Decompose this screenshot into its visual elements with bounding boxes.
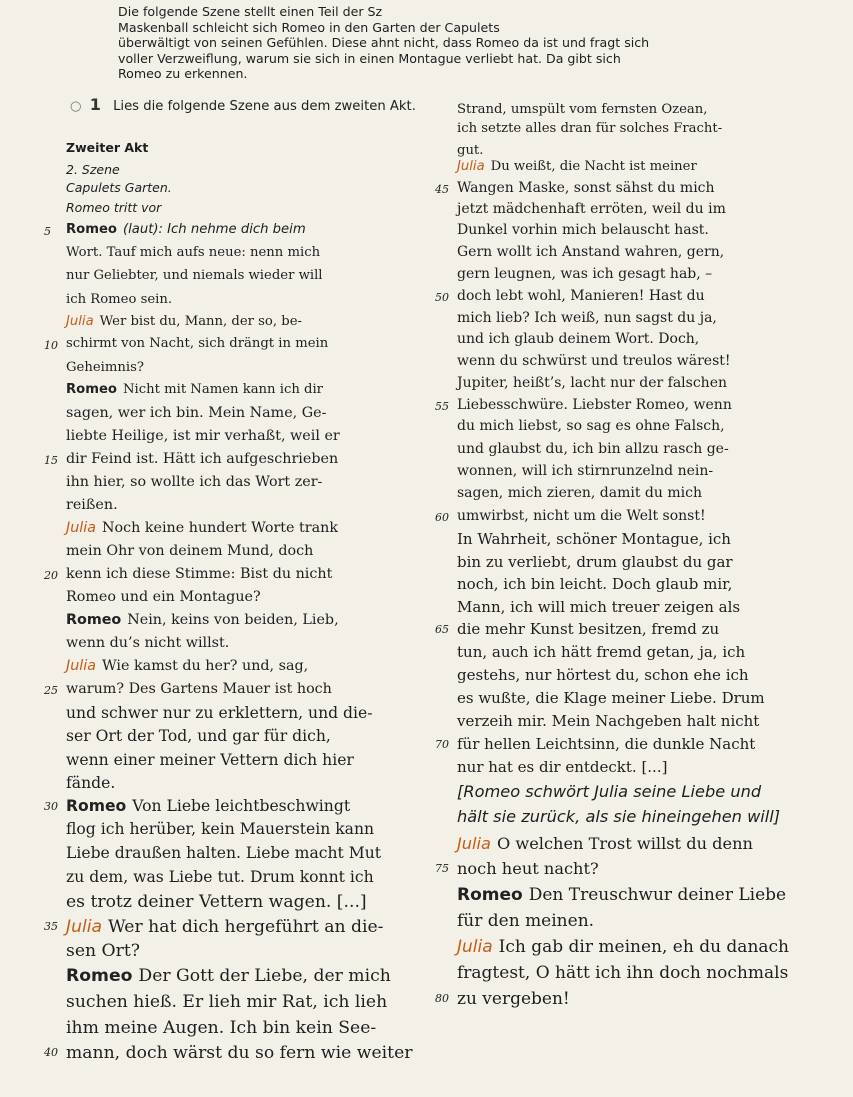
text-line	[66, 1018, 376, 1038]
text-line	[66, 844, 381, 862]
text-line	[457, 782, 761, 801]
text-line	[457, 834, 753, 853]
text-line	[66, 589, 261, 605]
text-line	[457, 689, 765, 707]
text-line	[457, 121, 722, 136]
speaker-name: Romeo	[66, 966, 133, 986]
line-text: wonnen, will ich stirnrunzelnd nein-	[457, 463, 714, 479]
line-number: 50	[435, 291, 449, 304]
text-line	[435, 620, 720, 638]
line-text: kenn ich diese Stimme: Bist du nicht	[66, 566, 333, 582]
text-line	[44, 336, 329, 352]
text-line	[66, 658, 308, 674]
line-text: Geheimnis?	[66, 360, 144, 375]
speaker-name: Julia	[457, 834, 491, 853]
text-line	[457, 310, 717, 326]
text-line	[66, 200, 161, 215]
line-text: Jupiter, heißt’s, lacht nur der falschen	[457, 375, 727, 391]
text-line	[435, 288, 705, 304]
intro-line: überwältigt von seinen Gefühlen. Diese ahnt nicht, dass Romeo da ist und fragt sich	[118, 35, 650, 50]
text-line	[66, 180, 172, 195]
line-number: 45	[435, 183, 449, 196]
intro-line: voller Verzweiflung, warum sie sich in einen Montague verliebt hat. Da gibt sich	[118, 50, 621, 66]
line-text: du mich liebst, so sag es ohne Falsch,	[457, 418, 725, 434]
line-text: tun, auch ich hätt fremd getan, ja, ich	[457, 643, 746, 661]
text-line	[66, 268, 323, 283]
text-line	[66, 820, 374, 838]
text-line	[66, 162, 120, 177]
text-line	[457, 375, 727, 391]
line-text: gern leugnen, was ich gesagt hab, –	[457, 266, 713, 282]
intro-text	[118, 4, 853, 82]
line-text: Der Gott der Liebe, der mich	[138, 966, 391, 986]
text-line	[457, 885, 786, 905]
text-line	[457, 666, 749, 684]
line-text: die mehr Kunst besitzen, fremd zu	[457, 620, 720, 638]
task-number: 1	[89, 95, 101, 114]
line-text: nur hat es dir entdeckt. [...]	[457, 758, 668, 776]
line-text: reißen.	[66, 497, 118, 513]
speaker-name: Julia	[66, 917, 103, 937]
line-text: Von Liebe leichtbeschwingt	[132, 797, 351, 815]
speaker-name: Romeo	[66, 612, 122, 628]
text-line	[66, 774, 115, 792]
line-text: Dunkel vorhin mich belauscht hast.	[457, 222, 709, 238]
text-line	[435, 735, 756, 753]
text-line	[435, 508, 706, 524]
text-line	[66, 245, 320, 260]
text-line	[457, 530, 731, 548]
text-line	[66, 966, 391, 986]
text-line	[44, 917, 384, 937]
stage-direction: (laut): Ich nehme dich beim	[122, 222, 306, 237]
text-line	[66, 543, 313, 559]
line-number: 60	[435, 511, 449, 524]
text-line	[457, 911, 594, 931]
text-line	[457, 963, 788, 983]
text-line	[66, 474, 322, 490]
text-line	[457, 463, 713, 479]
line-text: In Wahrheit, schöner Montague, ich	[457, 530, 731, 548]
intro-line: Maskenball schleicht sich Romeo in den Garten der Capulets	[118, 19, 500, 35]
speaker-name: Julia	[457, 159, 485, 174]
line-text: gestehs, nur hörtest du, schon ehe ich	[457, 666, 749, 684]
speaker-name: Romeo	[66, 222, 117, 237]
line-text: Wie kamst du her? und, sag,	[101, 658, 309, 674]
text-line	[66, 382, 323, 397]
line-text: für hellen Leichtsinn, die dunkle Nacht	[457, 735, 756, 753]
line-text: Den Treuschwur deiner Liebe	[528, 885, 787, 905]
line-number: 40	[44, 1046, 58, 1059]
line-text: 2. Szene	[66, 162, 120, 177]
text-line	[66, 612, 339, 628]
line-text: es wußte, die Klage meiner Liebe. Drum	[457, 689, 765, 707]
line-text: mich lieb? Ich weiß, nun sagst du ja,	[457, 310, 717, 326]
circle-bullet-icon: ○	[70, 99, 82, 114]
text-line	[435, 180, 715, 196]
line-text: mann, doch wärst du so fern wie weiter	[66, 1043, 413, 1063]
text-line	[457, 575, 732, 593]
line-text: suchen hieß. Er lieh mir Rat, ich lieh	[66, 992, 388, 1012]
speaker-name: Romeo	[66, 797, 127, 815]
text-line	[457, 353, 731, 369]
line-text: Gern wollt ich Anstand wahren, gern,	[457, 244, 725, 260]
line-text: noch heut nacht?	[457, 859, 599, 878]
line-text: Noch keine hundert Worte trank	[101, 520, 339, 536]
line-text: bin zu verliebt, drum glaubst du gar	[457, 553, 733, 571]
line-number: 25	[44, 684, 58, 697]
text-line	[457, 222, 709, 238]
line-number: 65	[435, 623, 449, 636]
line-text: Mann, ich will mich treuer zeigen als	[457, 598, 741, 616]
line-number: 5	[44, 225, 51, 238]
line-text: Nein, keins von beiden, Lieb,	[127, 612, 339, 628]
line-number: 75	[435, 862, 449, 875]
text-line	[66, 428, 340, 444]
text-line	[44, 222, 306, 238]
line-text: liebte Heilige, ist mir verhaßt, weil er	[66, 428, 340, 444]
text-line	[435, 397, 732, 413]
text-line	[457, 159, 697, 174]
line-text: Nicht mit Namen kann ich dir	[122, 382, 323, 397]
text-line	[66, 635, 229, 651]
line-text: wenn einer meiner Vettern dich hier	[66, 751, 354, 769]
text-line	[66, 727, 331, 745]
line-text: ser Ort der Tod, und gar für dich,	[66, 727, 331, 745]
text-line	[435, 989, 570, 1009]
text-line	[457, 807, 780, 826]
text-line	[44, 681, 332, 697]
line-text	[123, 222, 306, 237]
speaker-name: Julia	[66, 658, 96, 674]
task-text: Lies die folgende Szene aus dem zweiten Akt.	[113, 99, 416, 114]
line-number: 55	[435, 400, 449, 413]
text-line	[435, 859, 599, 878]
text-line	[66, 292, 172, 307]
line-text: ich Romeo sein.	[66, 292, 173, 307]
text-line	[66, 868, 374, 886]
intro-line: Die folgende Szene stellt einen Teil der Sz	[118, 4, 383, 19]
line-number: 80	[435, 992, 449, 1005]
line-text: nur Geliebter, und niemals wieder will	[66, 268, 323, 283]
speaker-name: Julia	[66, 520, 96, 536]
line-text: dir Feind ist. Hätt ich aufgeschrieben	[66, 451, 339, 467]
text-line	[66, 360, 144, 375]
line-number: 15	[44, 454, 58, 467]
line-text: Wer hat dich hergeführt an die-	[108, 917, 384, 937]
line-text: noch, ich bin leicht. Doch glaub mir,	[457, 575, 733, 593]
line-text: zu vergeben!	[457, 989, 570, 1009]
line-text: schirmt von Nacht, sich drängt in mein	[66, 336, 329, 351]
text-line	[457, 553, 733, 571]
line-text: Du weißt, die Nacht ist meiner	[490, 159, 697, 174]
text-line	[457, 244, 724, 260]
text-line	[457, 441, 729, 457]
text-line	[66, 892, 367, 912]
line-text: fragtest, O hätt ich ihn doch nochmals	[457, 963, 789, 983]
text-line	[66, 497, 118, 513]
line-text: umwirbst, nicht um die Welt sonst!	[457, 508, 706, 524]
line-text: ich setzte alles dran für solches Fracht-	[457, 121, 723, 136]
text-line	[44, 566, 333, 582]
speaker-name: Romeo	[457, 885, 523, 905]
line-text: ihn hier, so wollte ich das Wort zer-	[66, 474, 323, 490]
text-line	[457, 712, 759, 730]
line-text: gut.	[457, 143, 484, 158]
line-text: mein Ohr von deinem Mund, doch	[66, 543, 314, 559]
line-text: [Romeo schwört Julia seine Liebe und	[457, 782, 762, 801]
task-instruction	[70, 95, 416, 114]
speaker-name: Julia	[66, 314, 94, 329]
line-text: warum? Des Gartens Mauer ist hoch	[66, 681, 332, 697]
line-text: Liebe draußen halten. Liebe macht Mut	[66, 844, 382, 862]
text-line	[457, 485, 702, 501]
line-text: Romeo tritt vor	[66, 200, 162, 215]
line-text: und schwer nur zu erklettern, und die-	[66, 704, 373, 722]
line-text: Ich gab dir meinen, eh du danach	[498, 937, 790, 957]
line-text: Capulets Garten.	[66, 180, 172, 195]
line-text: O welchen Trost willst du denn	[496, 834, 753, 853]
text-line	[457, 143, 483, 158]
text-line	[457, 266, 712, 282]
line-text: für den meinen.	[457, 911, 595, 931]
line-text: wenn du’s nicht willst.	[66, 635, 230, 651]
text-line	[457, 418, 725, 434]
line-text: sagen, mich zieren, damit du mich	[457, 485, 702, 501]
line-text: Wer bist du, Mann, der so, be-	[99, 314, 302, 329]
line-text: und glaubst du, ich bin allzu rasch ge-	[457, 441, 729, 457]
text-line	[66, 140, 148, 155]
text-line	[66, 704, 373, 722]
line-text: Liebesschwüre. Liebster Romeo, wenn	[457, 397, 732, 413]
text-line	[457, 758, 667, 776]
line-text: wenn du schwürst und treulos wärest!	[457, 353, 731, 369]
text-line	[66, 405, 326, 421]
intro-line: Romeo zu erkennen.	[118, 66, 248, 81]
text-line	[457, 937, 789, 957]
line-text: sagen, wer ich bin. Mein Name, Ge-	[66, 405, 327, 421]
text-line	[457, 643, 745, 661]
text-line	[457, 201, 726, 217]
line-text: fände.	[66, 774, 116, 792]
text-line	[44, 1043, 413, 1063]
text-line	[457, 331, 699, 347]
line-number: 35	[44, 920, 58, 933]
text-line	[66, 314, 302, 329]
text-line	[66, 751, 354, 769]
line-text: Romeo und ein Montague?	[66, 589, 261, 605]
line-number: 20	[44, 569, 58, 582]
text-line	[66, 520, 338, 536]
speaker-name: Romeo	[66, 382, 117, 397]
line-number: 70	[435, 738, 449, 751]
line-number: 30	[44, 800, 58, 813]
line-text: hält sie zurück, als sie hineingehen will]	[457, 807, 781, 826]
line-text: doch lebt wohl, Manieren! Hast du	[457, 288, 705, 304]
text-line	[457, 102, 707, 117]
text-line	[44, 797, 351, 815]
line-text: Wort. Tauf mich aufs neue: nenn mich	[66, 245, 321, 260]
line-text: und ich glaub deinem Wort. Doch,	[457, 331, 700, 347]
text-line	[66, 941, 140, 961]
line-text: ihm meine Augen. Ich bin kein See-	[66, 1018, 377, 1038]
line-text: Strand, umspült vom fernsten Ozean,	[457, 102, 708, 117]
text-line	[44, 451, 339, 467]
line-text: zu dem, was Liebe tut. Drum konnt ich	[66, 868, 374, 886]
line-text: Wangen Maske, sonst sähst du mich	[457, 180, 715, 196]
line-text: sen Ort?	[66, 941, 140, 961]
text-line	[66, 992, 387, 1012]
line-number: 10	[44, 339, 58, 352]
line-text: flog ich herüber, kein Mauerstein kann	[66, 820, 375, 838]
line-text: verzeih mir. Mein Nachgeben halt nicht	[457, 712, 760, 730]
line-text: jetzt mädchenhaft erröten, weil du im	[457, 201, 726, 217]
line-text: es trotz deiner Vettern wagen. [...]	[66, 892, 367, 912]
speaker-name: Julia	[457, 937, 493, 957]
text-line	[457, 598, 740, 616]
line-text: Zweiter Akt	[66, 140, 149, 155]
